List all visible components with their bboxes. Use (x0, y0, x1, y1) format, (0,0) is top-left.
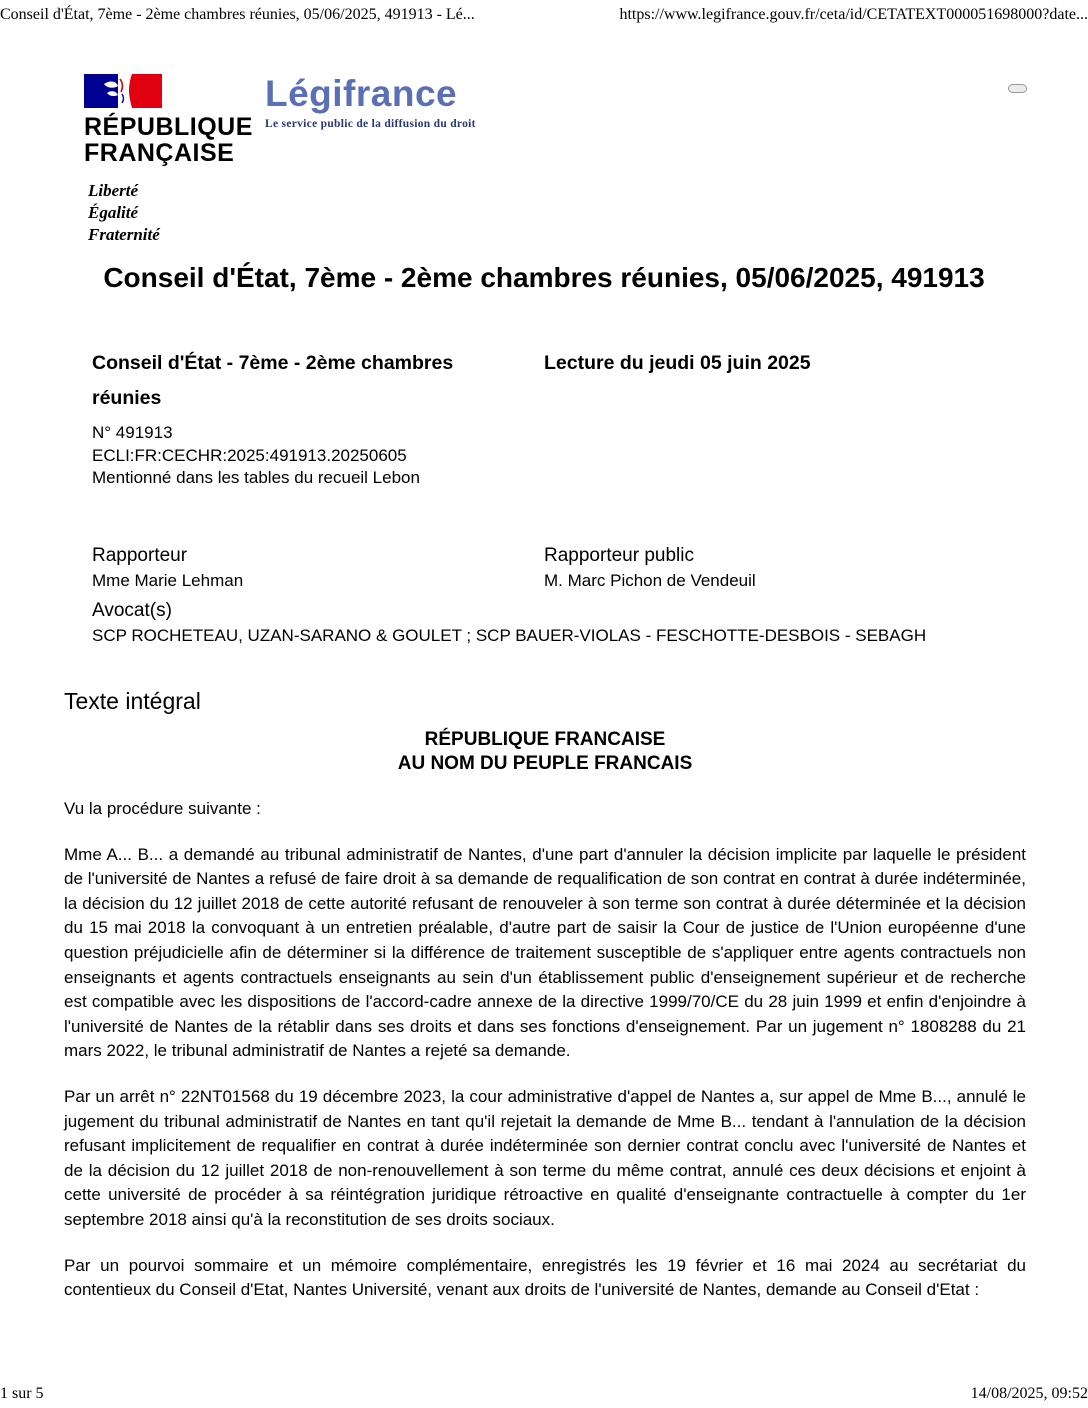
decision-body (64, 797, 1026, 1303)
motto-egalite: Égalité (88, 203, 139, 222)
motto-fraternite: Fraternité (88, 225, 160, 244)
avocats-block (92, 597, 996, 647)
republique-header-line1: RÉPUBLIQUE FRANCAISE (424, 729, 666, 750)
motto (88, 180, 284, 246)
print-header (0, 6, 1088, 24)
print-header-url: https://www.legifrance.gouv.fr/ceta/id/CETATEXT000051698000?date... (619, 6, 1088, 23)
avocats-names: SCP ROCHETEAU, UZAN-SARANO & GOULET ; SCP BAUER-VIOLAS - FESCHOTTE-DESBOIS - SEBAGH (92, 625, 927, 645)
body-paragraph: Vu la procédure suivante : (64, 799, 261, 818)
texte-integral-section (64, 686, 1026, 1303)
legifrance-tagline: Le service public de la diffusion du droit (265, 118, 476, 130)
print-footer-page-info: 1 sur 5 (0, 1385, 44, 1402)
decision-ecli: ECLI:FR:CECHR:2025:491913.20250605 (92, 445, 407, 465)
rapporteur-public-name: M. Marc Pichon de Vendeuil (544, 570, 756, 590)
decision-identifiers (92, 422, 996, 490)
decision-title: Conseil d'État, 7ème - 2ème chambres réunies, 05/06/2025, 491913 (103, 262, 985, 293)
chamber-label: Conseil d'État - 7ème - 2ème chambres réunies (92, 352, 454, 409)
rapporteur-public-label: Rapporteur public (544, 544, 694, 566)
republique-line1: RÉPUBLIQUE (84, 113, 253, 141)
republique-line2: FRANÇAISE (84, 139, 235, 167)
print-header-page-title: Conseil d'État, 7ème - 2ème chambres réunies, 05/06/2025, 491913 - Lé... (0, 6, 475, 23)
rapporteur-name: Mme Marie Lehman (92, 570, 244, 590)
print-footer (0, 1385, 1088, 1403)
legifrance-wordmark: Légifrance (265, 73, 458, 114)
decision-metadata (92, 346, 996, 647)
people-grid (92, 542, 996, 592)
republique-name (84, 114, 284, 166)
body-paragraph: Mme A... B... a demandé au tribunal administratif de Nantes, d'une part d'annuler la décision implicite par laquelle le président de l'université de Nantes a refusé de faire droit à sa demande de requalification de son contrat en contrat à durée indéterminée, la décision du 12 juillet 2018 de cette autorité refusant de renouveler à son terme son contrat à durée déterminée et la décision du 15 mai 2018 la convoquant à un entretien préalable, d'autre part de saisir la Cour de justice de l'Union européenne d'une question préjudicielle afin de déterminer si la différence de traitement susceptible de s'appliquer entre agents contractuels non enseignants et agents contractuels enseignants au sein d'un établissement public d'enseignement supérieur et de recherche est compatible avec les dispositions de l'accord-cadre annexe de la directive 1999/70/CE du 28 juin 1999 et enfin d'enjoindre à l'université de Nantes de la rétablir dans ses droits et dans ses fonctions d'enseignement. Par un jugement n° 1808288 du 21 mars 2022, le tribunal administratif de Nantes a rejeté sa demande. (64, 844, 1026, 1061)
decision-publication: Mentionné dans les tables du recueil Lebon (92, 468, 420, 487)
print-footer-datetime: 14/08/2025, 09:52 (970, 1385, 1088, 1402)
lecture-date: Lecture du jeudi 05 juin 2025 (544, 352, 811, 374)
republique-francaise-logo (84, 74, 284, 246)
avocats-label: Avocat(s) (92, 599, 172, 621)
republique-header (64, 728, 1026, 776)
body-paragraph: Par un pourvoi sommaire et un mémoire complémentaire, enregistrés les 19 février et 16 mai 2024 au secrétariat du contentieux du Conseil d'Etat, Nantes Université, venant aux droits de l'université de Nantes, demande au Conseil d'Etat : (64, 1255, 1026, 1300)
rapporteur-label: Rapporteur (92, 544, 188, 566)
decision-number: N° 491913 (92, 423, 173, 442)
motto-liberte: Liberté (88, 181, 139, 200)
legifrance-logo (265, 74, 476, 130)
republique-header-line2: AU NOM DU PEUPLE FRANCAIS (397, 753, 693, 774)
texte-integral-heading: Texte intégral (64, 688, 201, 714)
marianne-flag-icon (84, 74, 162, 108)
rapporteur-public-cell (544, 542, 996, 592)
toggle-pill-button[interactable] (1008, 84, 1027, 93)
rapporteur-cell (92, 542, 544, 592)
body-paragraph: Par un arrêt n° 22NT01568 du 19 décembre 2023, la cour administrative d'appel de Nantes a, sur appel de Mme B..., annulé le jugement du tribunal administratif de Nantes en tant qu'il rejetait la demande de Mme B... tendant à l'annulation de la décision refusant implicitement de requalifier en contrat à durée indéterminée son dernier contrat conclu avec l'université de Nantes et de la décision du 12 juillet 2018 de non-renouvellement à son terme du même contrat, annulé ces deux décisions et enjoint à cette université de procéder à sa réintégration juridique rétroactive en qualité d'enseignante contractuelle à compter du 1er septembre 2018 ainsi qu'à la reconstitution de ses droits sociaux. (64, 1086, 1026, 1229)
